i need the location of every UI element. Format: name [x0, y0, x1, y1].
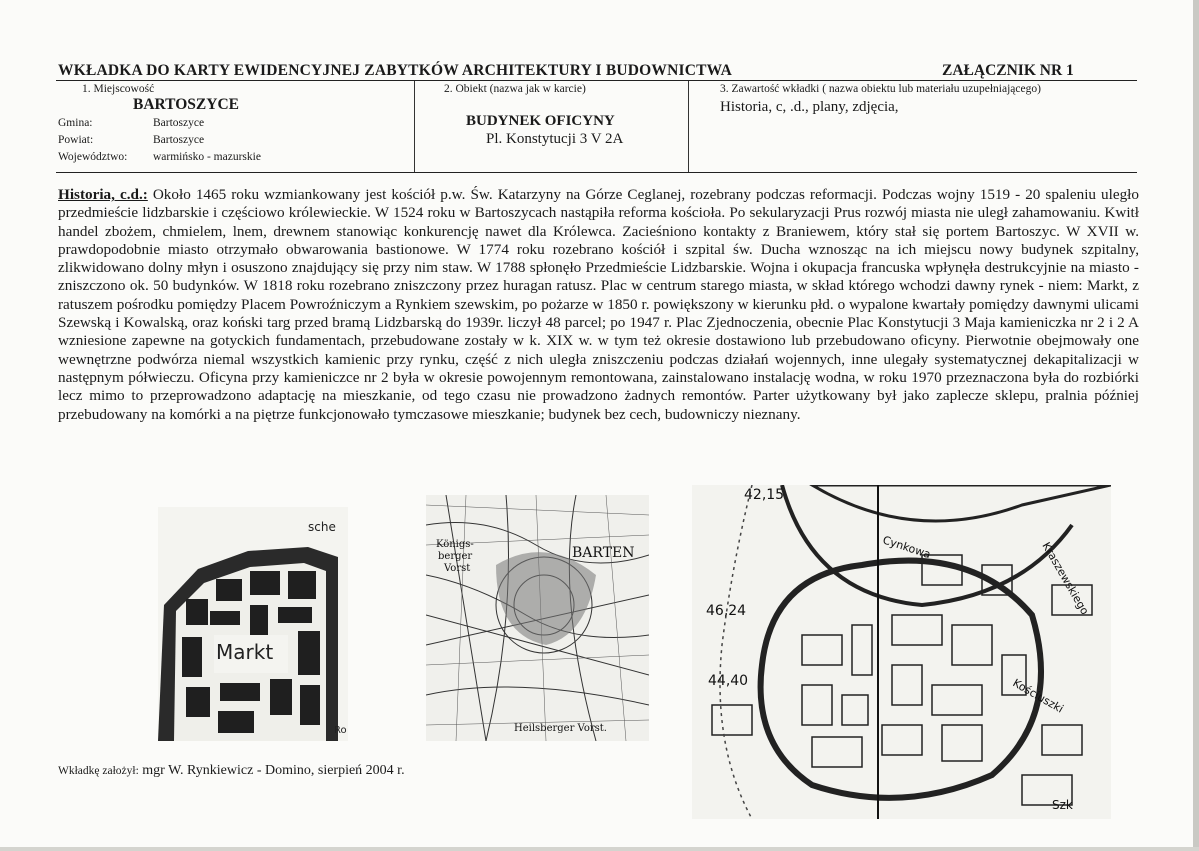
map2-label-koenigs: Königs- [436, 539, 474, 550]
gmina-value: Bartoszyce [153, 117, 205, 129]
history-label: Historia, c.d.: [58, 186, 148, 203]
author-label: Wkładkę założył: [58, 765, 139, 777]
map2-label-berger: berger [438, 551, 473, 562]
map-old-town-plan-drawing [158, 507, 348, 741]
map1-label-sche: sche [308, 520, 336, 534]
map-historic-town [426, 495, 649, 741]
column-divider-2 [688, 81, 689, 172]
author-value: mgr W. Rynkiewicz - Domino, sierpień 2004 r. [142, 763, 405, 778]
object-address: Pl. Konstytucji 3 V 2A [486, 131, 624, 147]
annex-number: ZAŁĄCZNIK NR 1 [942, 62, 1074, 79]
map-historic-town-drawing [426, 495, 649, 741]
map2-label-barten: BARTEN [572, 545, 635, 561]
author-line [58, 763, 405, 779]
page-edge-right [1193, 0, 1199, 851]
content-label: 3. Zawartość wkładki ( nazwa obiektu lub materiału uzupełniającego) [720, 83, 1041, 95]
map-modern-survey [692, 485, 1111, 819]
history-section [58, 186, 1139, 424]
map3-elev-1: 42,15 [744, 487, 785, 503]
locality-name: BARTOSZYCE [133, 96, 239, 113]
page-edge-bottom [0, 847, 1199, 851]
map-old-town-plan [158, 507, 348, 741]
map3-street-3: Kraszewskiego [1039, 540, 1092, 617]
gmina-key: Gmina: [58, 117, 93, 129]
powiat-key: Powiat: [58, 134, 94, 146]
column-divider-1 [414, 81, 415, 172]
map1-label-markt: Markt [216, 640, 274, 664]
content-value: Historia, c, .d., plany, zdjęcia, [720, 99, 899, 115]
voivodeship-key: Województwo: [58, 151, 128, 163]
map3-street-1: Cynkowa [881, 533, 933, 562]
map3-elev-2: 46,24 [706, 603, 747, 619]
locality-label: 1. Miejscowość [82, 83, 155, 95]
object-name: BUDYNEK OFICYNY [466, 113, 615, 129]
map1-label-ro: Ro [334, 725, 347, 736]
document-title: WKŁADKA DO KARTY EWIDENCYJNEJ ZABYTKÓW ARCHITEKTURY I BUDOWNICTWA [58, 62, 733, 79]
map3-label-szk: Szk [1052, 798, 1073, 812]
map3-street-2: Kościuszki [1010, 676, 1066, 716]
map3-elev-3: 44,40 [708, 673, 749, 689]
voivodeship-value: warmińsko - mazurskie [153, 151, 261, 163]
map2-label-heilsberger: Heilsberger Vorst. [514, 723, 607, 734]
map2-label-vorst: Vorst [444, 563, 471, 574]
header-rule-bottom [56, 172, 1137, 173]
map-modern-survey-drawing [692, 485, 1111, 819]
object-label: 2. Obiekt (nazwa jak w karcie) [444, 83, 586, 95]
history-text: Około 1465 roku wzmiankowany jest kościół p.w. Św. Katarzyny na Górze Ceglanej, rozebrany podczas reformacji. Podczas wojny 1519 - 20 spaleniu uległo przedmieście lidzbarskie i częściowo królewieckie. W 1524 roku w Bartoszycach nastąpiła reforma kościoła. Po sekularyzacji Prus rozwój miasta nie uległ zahamowaniu. Kwitł handel zbożem, chmielem, lnem, drewnem stanowiąc konkurencję nawet dla Królewca. Zacieśniono kontakty z Braniewem, który stał się portem Bartoszyc. W XVII w. prawdopodobnie miasto otrzymało obwarowania bastionowe. W 1774 roku rozebrano kościół i szpital św. Ducha wznosząc na ich miejscu nowy budynek szpitalny, zlikwidowano dolny młyn i osuszono znajdujący się przy nim staw. W 1788 spłonęło Przedmieście Lidzbarskie. Wojna i okupacja francuska wpłynęła destrukcyjnie na miasto - zniszczono ok. 50 budynków. W 1818 roku rozebrano zniszczony przez huragan ratusz. Plac w centrum starego miasta, w skład którego wchodzi dawny rynek - niem: Markt, z ratuszem pośrodku pomiędzy Placem Powroźniczym a Rynkiem szewskim, po pożarze w 1850 r. powiększony w kierunku płd. o wypalone kwartały pomiędzy dawnymi ulicami Szewską i Kowalską, oraz koński targ przed bramą Lidzbarską do 1939r. liczył 48 parcel; po 1947 r. Plac Zjednoczenia, obecnie Plac Konstytucji 3 Maja kamieniczka nr 2 i 2 A wzniesione zapewne na gotyckich fundamentach, przebudowane zostały w k. XIX w. w tym też okresie dostawiono lub przebudowano oficyny. Pierwotnie obejmowały one wewnętrzne podwórza niemal wszystkich kamienic przy rynku, część z nich uległa zniszczeniu podczas działań wojennych, inne ulegały systematycznej dekapitalizacji w następnym półwieczu. Oficyna przy kamieniczce nr 2 była w okresie powojennym remontowana, zainstalowano instalację wodna, w roku 1970 przeznaczona była do rozbiórki lecz mimo to przeprowadzono adaptację na mieszkanie, od tego czasu nie prowadzono żadnych remontów. Parter użytkowany był jako zaplecze sklepu, pralnia później przebudowany na komórki a na piętrze funkcjonowało tymczasowe mieszkanie; budynek bez cech, budowniczy nieznany. [58, 186, 1139, 423]
header-rule-top [56, 80, 1137, 81]
powiat-value: Bartoszyce [153, 134, 205, 146]
